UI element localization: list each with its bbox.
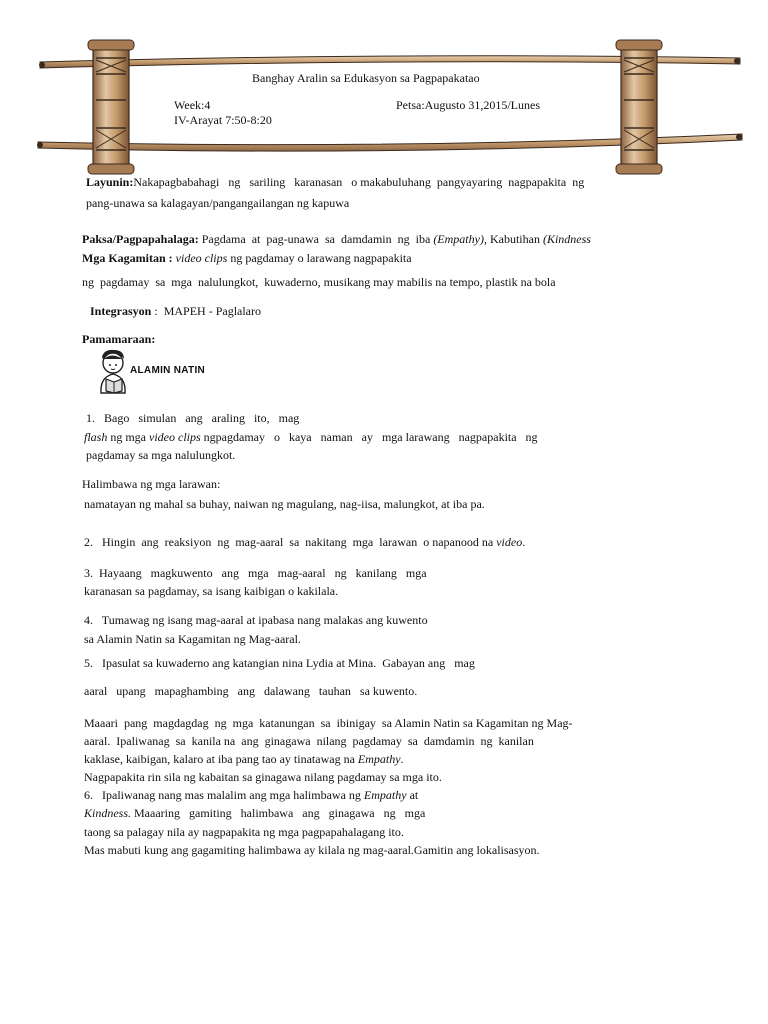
step3-line1: 3. Hayaang magkuwento ang mga mag-aaral ng kanilang mga [84,566,427,580]
step2-line [84,535,525,550]
step6-end: at [409,788,419,802]
step6-line2 [84,806,425,821]
step1-text2: ngpagdamay o kaya naman ay mga larawang nagpapakita ng [203,430,538,444]
step1-line1: 1. Bago simulan ang araling ito, mag [86,411,300,425]
paksa-text: Pagdama at pag-unawa sa damdamin ng iba [201,232,431,246]
step1-text1: ng mga [110,430,147,444]
scroll-left-rod [88,40,134,174]
step6-empathy: Empathy [363,788,407,802]
integrasyon-label: Integrasyon [90,304,152,318]
paksa-line [82,232,591,247]
paragraph-line3-text: kaklase, kaibigan, kalaro at iba pang tao ay tinatawag na [84,752,355,766]
scroll-banner [0,0,768,180]
step2-video: video [496,535,523,549]
paragraph-line3 [84,752,404,767]
step1-line3: pagdamay sa mga nalulungkot. [86,448,236,462]
alamin-natin-badge [92,347,204,395]
step3-line2: karanasan sa pagdamay, sa isang kaibigan o kakilala. [84,584,339,598]
step6-line1 [84,788,418,803]
paragraph-line4: Nagpapakita rin sila ng kabaitan sa ginagawa nilang pagdamay sa mga ito. [84,770,442,784]
section-time-label: IV-Arayat 7:50-8:20 [174,113,272,127]
step6-line2-text: Maaaring gamiting halimbawa ang ginagawa ng mga [134,806,426,820]
layunin-label: Layunin: [86,175,134,189]
paragraph-empathy: Empathy [357,752,401,766]
paragraph-line2: aaral. Ipaliwanag sa kanila na ang ginagawa nilang pagdamay sa damdamin ng kanilan [84,734,534,748]
kagamitan-line1 [82,251,412,266]
step6-line3: taong sa palagay nila ay nagpapakita ng mga pagpapahalagang ito. [84,825,404,839]
kagamitan-line2: ng pagdamay sa mga nalulungkot, kuwaderno, musikang may mabilis na tempo, plastik na bola [82,275,556,289]
layunin-line2: pang-unawa sa kalagayan/pangangailangan ng kapuwa [86,196,350,210]
kagamitan-label: Mga Kagamitan : [82,251,173,265]
step1-flash: flash [84,430,108,444]
kagamitan-text: ng pagdamay o larawang nagpapakita [230,251,412,265]
halimbawa-label: Halimbawa ng mga larawan: [82,477,221,491]
integrasyon-sep: : [154,304,158,318]
pamamaraan-label: Pamamaraan: [82,332,156,346]
kagamitan-video-clips: video clips [175,251,228,265]
paksa-empathy: (Empathy), [433,232,487,246]
step4-line2: sa Alamin Natin sa Kagamitan ng Mag-aaral. [84,632,301,646]
scroll-right-rod [616,40,662,174]
paragraph-line1: Maaari pang magdagdag ng mga katanungan sa ibinigay sa Alamin Natin sa Kagamitan ng Mag- [84,716,573,730]
integrasyon-text: MAPEH - Paglalaro [163,304,262,318]
step1-video-clips: video clips [149,430,201,444]
integrasyon-line [90,304,261,319]
step4-line1: 4. Tumawag ng isang mag-aaral at ipabasa nang malakas ang kuwento [84,613,428,627]
alamin-natin-label: ALAMIN NATIN [130,365,206,376]
week-label: Week:4 [174,98,211,112]
step2-text: 2. Hingin ang reaksiyon ng mag-aaral sa nakitang mga larawan o napanood na [84,535,494,549]
paragraph-line3-end: . [400,752,404,766]
step5-line1: 5. Ipasulat sa kuwaderno ang katangian nina Lydia at Mina. Gabayan ang mag [84,656,475,670]
date-label: Petsa:Augusto 31,2015/Lunes [396,98,540,112]
step5-line2: aaral upang mapaghambing ang dalawang tauhan sa kuwento. [84,684,418,698]
step6-line4: Mas mabuti kung ang gagamiting halimbawa ay kilala ng mag-aaral.Gamitin ang lokalisasyon. [84,843,540,857]
paksa-kabutihan: Kabutihan [489,232,540,246]
paksa-label: Paksa/Pagpapahalaga: [82,232,199,246]
step6-text: 6. Ipaliwanag nang mas malalim ang mga halimbawa ng [84,788,361,802]
halimbawa-text: namatayan ng mahal sa buhay, naiwan ng magulang, nag-iisa, malungkot, at iba pa. [84,497,485,511]
paksa-kindness: (Kindness [542,232,591,246]
layunin-text: Nakapagbabahagi ng sariling karanasan o makabuluhang pangyayaring nagpapakita ng [133,175,585,189]
step6-kindness: Kindness. [84,806,132,820]
step2-end: . [522,535,526,549]
step1-line2 [84,430,612,445]
lesson-title: Banghay Aralin sa Edukasyon sa Pagpapakatao [252,71,480,85]
layunin-line1 [86,175,670,190]
